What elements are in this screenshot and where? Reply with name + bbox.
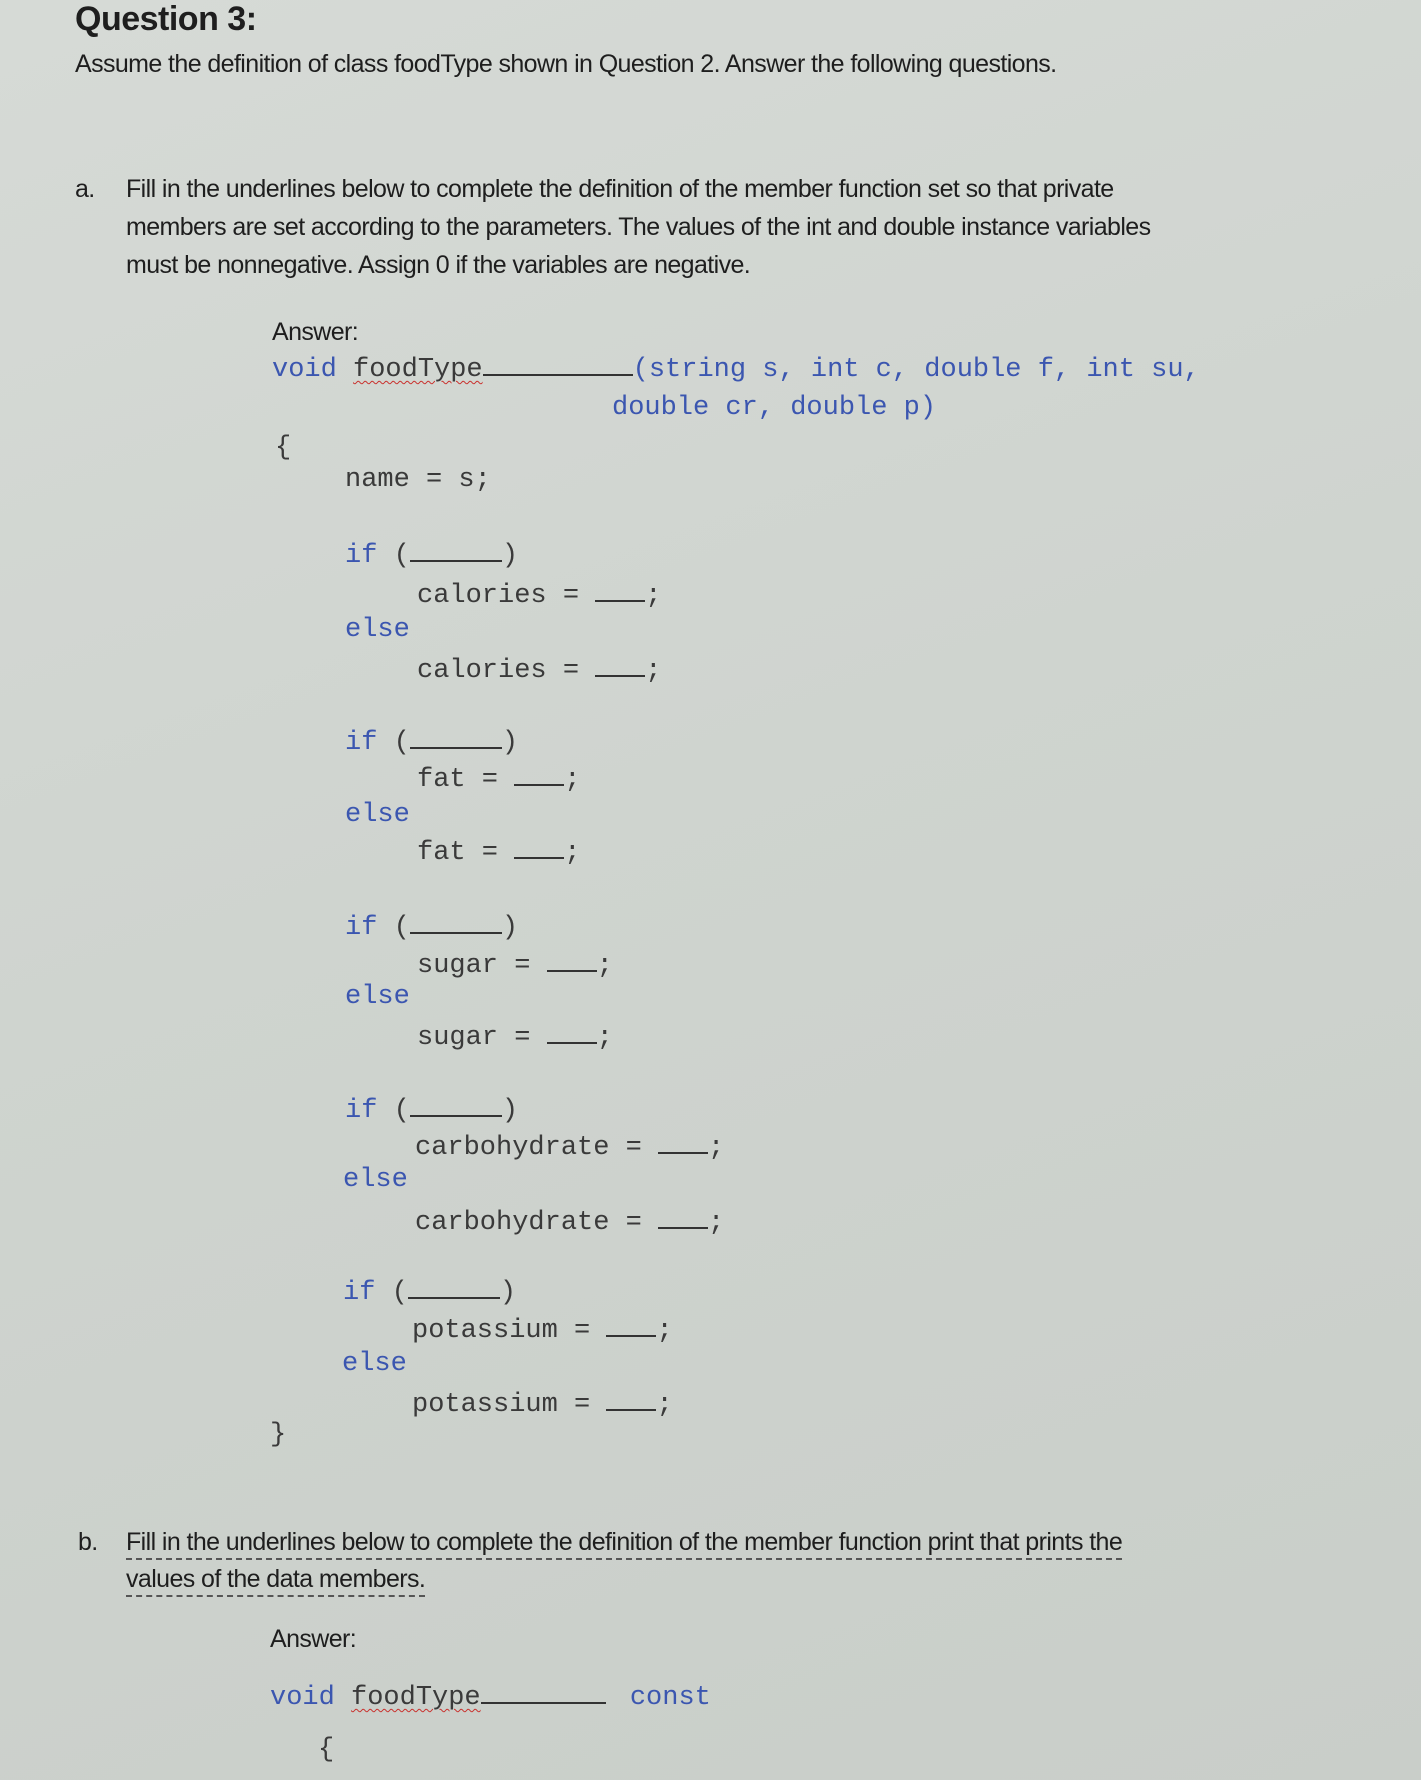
- carbohydrate-var: carbohydrate: [415, 1208, 610, 1238]
- question-intro: Assume the definition of class foodType shown in Question 2. Answer the following questions.: [75, 50, 1057, 78]
- carbohydrate-if-assign: carbohydrate = ;: [415, 1130, 724, 1163]
- calories-condition-blank[interactable]: [410, 538, 502, 562]
- fat-else-assign: fat = ;: [417, 835, 580, 868]
- class-name: foodType: [353, 355, 483, 385]
- carbohydrate-var: carbohydrate: [415, 1133, 610, 1163]
- calories-if-assign: calories = ;: [417, 578, 661, 611]
- params-line-1: (string s, int c, double f, int su,: [632, 355, 1200, 385]
- part-b-answer-label: Answer:: [270, 1625, 357, 1653]
- part-a-marker: a.: [75, 175, 95, 203]
- fat-if-line: if ( ): [345, 725, 518, 758]
- fat-else-value-blank[interactable]: [514, 835, 564, 859]
- potassium-else-value-blank[interactable]: [606, 1387, 656, 1411]
- sugar-if-value-blank[interactable]: [547, 948, 597, 972]
- signature-line-2: double cr, double p): [612, 393, 937, 423]
- part-b-marker: b.: [78, 1528, 98, 1556]
- fat-if-assign: fat = ;: [417, 762, 580, 795]
- if-keyword: if: [343, 1278, 376, 1308]
- potassium-condition-blank[interactable]: [408, 1275, 500, 1299]
- calories-else-value-blank[interactable]: [595, 653, 645, 677]
- print-function-name-blank[interactable]: [481, 1680, 606, 1704]
- void-keyword: void: [272, 355, 337, 385]
- class-name: foodType: [351, 1683, 481, 1713]
- potassium-else-assign: potassium = ;: [412, 1387, 673, 1420]
- sugar-else-value-blank[interactable]: [547, 1020, 597, 1044]
- function-name-blank[interactable]: [483, 352, 633, 376]
- carbohydrate-if-value-blank[interactable]: [658, 1130, 708, 1154]
- carbohydrate-else-assign: carbohydrate = ;: [415, 1205, 724, 1238]
- calories-else: else: [345, 615, 410, 645]
- sugar-else-assign: sugar = ;: [417, 1020, 613, 1053]
- carbohydrate-else-value-blank[interactable]: [658, 1205, 708, 1229]
- potassium-if-value-blank[interactable]: [606, 1313, 656, 1337]
- carbohydrate-condition-blank[interactable]: [410, 1093, 502, 1117]
- part-a-line-1: Fill in the underlines below to complete the definition of the member function set so that private: [126, 175, 1114, 203]
- open-brace: {: [275, 433, 292, 463]
- close-brace: }: [270, 1420, 287, 1450]
- calories-var: calories: [417, 656, 547, 686]
- potassium-if-assign: potassium = ;: [412, 1313, 673, 1346]
- sugar-else: else: [345, 982, 410, 1012]
- calories-else-assign: calories = ;: [417, 653, 661, 686]
- potassium-var: potassium: [412, 1390, 558, 1420]
- calories-var: calories: [417, 581, 547, 611]
- if-keyword: if: [345, 728, 378, 758]
- signature-line-1: [272, 352, 1200, 385]
- question-title: Question 3:: [75, 0, 257, 38]
- potassium-else: else: [342, 1349, 407, 1379]
- sugar-condition-blank[interactable]: [410, 910, 502, 934]
- part-b-line-1-text: Fill in the underlines below to complete the definition of the member function print that prints the: [126, 1528, 1122, 1560]
- calories-if-line: if ( ): [345, 538, 518, 571]
- part-a-answer-label: Answer:: [272, 318, 359, 346]
- fat-condition-blank[interactable]: [410, 725, 502, 749]
- calories-if-value-blank[interactable]: [595, 578, 645, 602]
- fat-var: fat: [417, 838, 466, 868]
- part-b-line-2: [126, 1565, 425, 1594]
- print-signature: [270, 1680, 711, 1713]
- fat-if-value-blank[interactable]: [514, 762, 564, 786]
- const-keyword: const: [629, 1683, 711, 1713]
- sugar-if-line: if ( ): [345, 910, 518, 943]
- part-a-line-2: members are set according to the parameters. The values of the int and double instance variables: [126, 213, 1151, 241]
- potassium-if-line: if ( ): [343, 1275, 516, 1308]
- fat-var: fat: [417, 765, 466, 795]
- part-b-line-2-text: values of the data members.: [126, 1565, 425, 1597]
- sugar-if-assign: sugar = ;: [417, 948, 613, 981]
- part-a-line-3: must be nonnegative. Assign 0 if the variables are negative.: [126, 251, 751, 279]
- if-keyword: if: [345, 913, 378, 943]
- fat-else: else: [345, 800, 410, 830]
- carbohydrate-if-line: if ( ): [345, 1093, 518, 1126]
- print-open-brace: {: [318, 1735, 335, 1765]
- carbohydrate-else: else: [343, 1165, 408, 1195]
- name-assignment: name = s;: [345, 465, 491, 495]
- potassium-var: potassium: [412, 1316, 558, 1346]
- sugar-var: sugar: [417, 1023, 499, 1053]
- if-keyword: if: [345, 541, 378, 571]
- sugar-var: sugar: [417, 951, 499, 981]
- if-keyword: if: [345, 1096, 378, 1126]
- part-b-line-1: [126, 1528, 1122, 1557]
- void-keyword: void: [270, 1683, 335, 1713]
